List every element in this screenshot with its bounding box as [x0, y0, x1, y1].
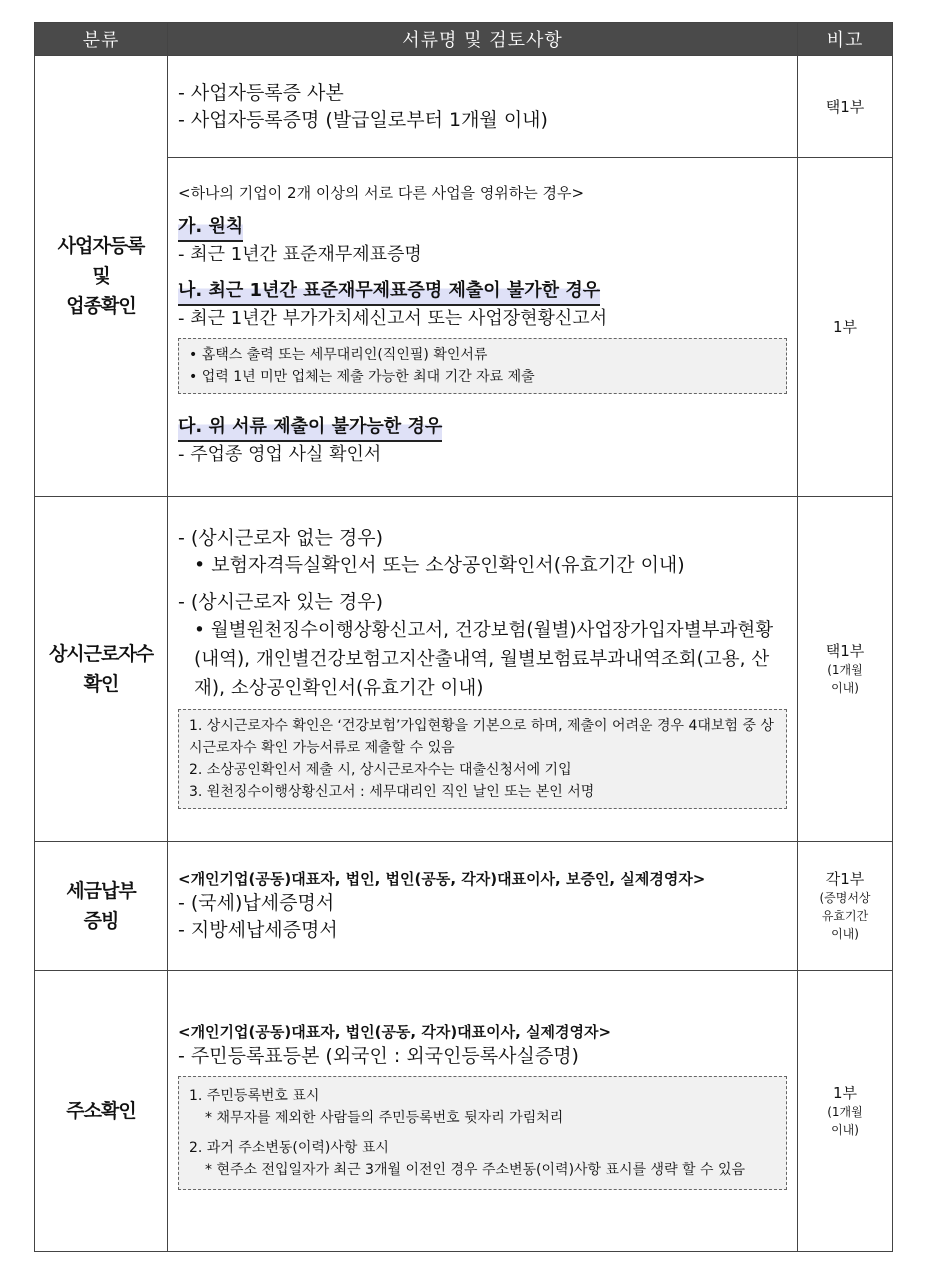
remark-cell	[798, 842, 893, 971]
note-line: 2. 소상공인확인서 제출 시, 상시근로자수는 대출신청서에 기입	[189, 762, 572, 778]
category-line: 업종확인	[66, 295, 136, 317]
list-item: - 지방세납세증명서	[178, 919, 338, 941]
list-item: - (상시근로자 없는 경우)	[178, 527, 383, 549]
list-item: - 사업자등록증명 (발급일로부터 1개월 이내)	[178, 108, 548, 131]
category-line: 세금납부	[66, 880, 136, 902]
note-line: • 업력 1년 미만 업체는 제출 가능한 최대 기간 자료 제출	[189, 369, 535, 385]
remark-subtext: 이내)	[831, 927, 859, 941]
category-line: 증빙	[83, 910, 119, 932]
category-employee-count	[35, 497, 168, 842]
remark-subtext: 유효기간	[821, 909, 869, 923]
category-tax-payment	[35, 842, 168, 971]
category-line: 주소확인	[66, 1100, 136, 1122]
list-item: - (상시근로자 있는 경우)	[178, 591, 383, 613]
category-line: 확인	[83, 673, 119, 695]
documents-cell	[168, 971, 798, 1252]
category-line: 상시근로자수	[48, 643, 154, 665]
note-line: * 채무자를 제외한 사람들의 주민등록번호 뒷자리 가림처리	[205, 1109, 564, 1126]
table-row	[35, 497, 893, 842]
section-title-c: 다. 위 서류 제출이 불가능한 경우	[178, 414, 442, 442]
section-title-a: 가. 원칙	[178, 214, 243, 242]
remark-text: 1부	[832, 1084, 858, 1102]
category-business-registration	[35, 56, 168, 497]
note-box	[178, 338, 787, 394]
remark-cell	[798, 158, 893, 497]
list-item: - 사업자등록증 사본	[178, 81, 344, 104]
list-item: • 월별원천징수이행상황신고서, 건강보험(월별)사업장가입자별부과현황(내역), 개인별건강보험고지산출내역, 월별보험료부과내역조회(고용, 산재), 소상공인확인서(유효기간 이내)	[194, 620, 774, 699]
document-table	[34, 22, 893, 1252]
remark-subtext: 이내)	[831, 1123, 859, 1137]
note-line: 1. 주민등록번호 표시	[189, 1087, 320, 1104]
remark-cell	[798, 497, 893, 842]
documents-cell	[168, 497, 798, 842]
note-box	[178, 1076, 787, 1190]
remark-subtext: 이내)	[831, 681, 859, 695]
list-item: • 보험자격득실확인서 또는 소상공인확인서(유효기간 이내)	[194, 554, 685, 576]
list-item: - 최근 1년간 표준재무제표증명	[178, 244, 422, 265]
note-line: * 현주소 전입일자가 최근 3개월 이전인 경우 주소변동(이력)사항 표시를 생략 할 수 있음	[205, 1161, 746, 1178]
table-row	[35, 842, 893, 971]
section-title-b: 나. 최근 1년간 표준재무제표증명 제출이 불가한 경우	[178, 278, 600, 306]
remark-subtext: (증명서상	[819, 891, 871, 905]
category-line: 사업자등록	[57, 235, 145, 257]
note-line: 3. 원천징수이행상황신고서 : 세무대리인 직인 날인 또는 본인 서명	[189, 784, 595, 800]
header-category: 분류	[35, 23, 168, 56]
documents-cell	[168, 842, 798, 971]
category-line: 및	[92, 265, 110, 287]
category-address	[35, 971, 168, 1252]
table-row	[35, 56, 893, 158]
note-line: 2. 과거 주소변동(이력)사항 표시	[189, 1139, 389, 1156]
remark-text: 택1부	[825, 97, 865, 116]
table-header-row	[35, 23, 893, 56]
list-item: - (국세)납세증명서	[178, 892, 335, 914]
condition-heading: <하나의 기업이 2개 이상의 서로 다른 사업을 영위하는 경우>	[178, 184, 585, 202]
remark-text: 택1부	[825, 642, 865, 660]
note-line: 1. 상시근로자수 확인은 ‘건강보험’가입현황을 기본으로 하며, 제출이 어려운 경우 4대보험 중 상시근로자수 확인 가능서류로 제출할 수 있음	[189, 718, 774, 756]
remark-subtext: (1개월	[827, 1105, 863, 1119]
documents-cell	[168, 158, 798, 497]
note-line: • 홈택스 출력 또는 세무대리인(직인필) 확인서류	[189, 347, 488, 363]
table-row	[35, 971, 893, 1252]
remark-text: 각1부	[825, 870, 865, 888]
condition-heading: <개인기업(공동)대표자, 법인(공동, 각자)대표이사, 실제경영자>	[178, 1022, 612, 1041]
remark-cell	[798, 56, 893, 158]
list-item: - 주민등록표등본 (외국인 : 외국인등록사실증명)	[178, 1044, 579, 1067]
list-item: - 주업종 영업 사실 확인서	[178, 444, 382, 465]
condition-heading: <개인기업(공동)대표자, 법인, 법인(공동, 각자)대표이사, 보증인, 실제경영자>	[178, 870, 706, 888]
header-documents: 서류명 및 검토사항	[168, 23, 798, 56]
remark-cell	[798, 971, 893, 1252]
remark-text: 1부	[832, 318, 858, 336]
note-box	[178, 709, 787, 809]
documents-cell	[168, 56, 798, 158]
list-item: - 최근 1년간 부가가치세신고서 또는 사업장현황신고서	[178, 308, 608, 329]
header-remarks: 비고	[798, 23, 893, 56]
remark-subtext: (1개월	[827, 663, 863, 677]
